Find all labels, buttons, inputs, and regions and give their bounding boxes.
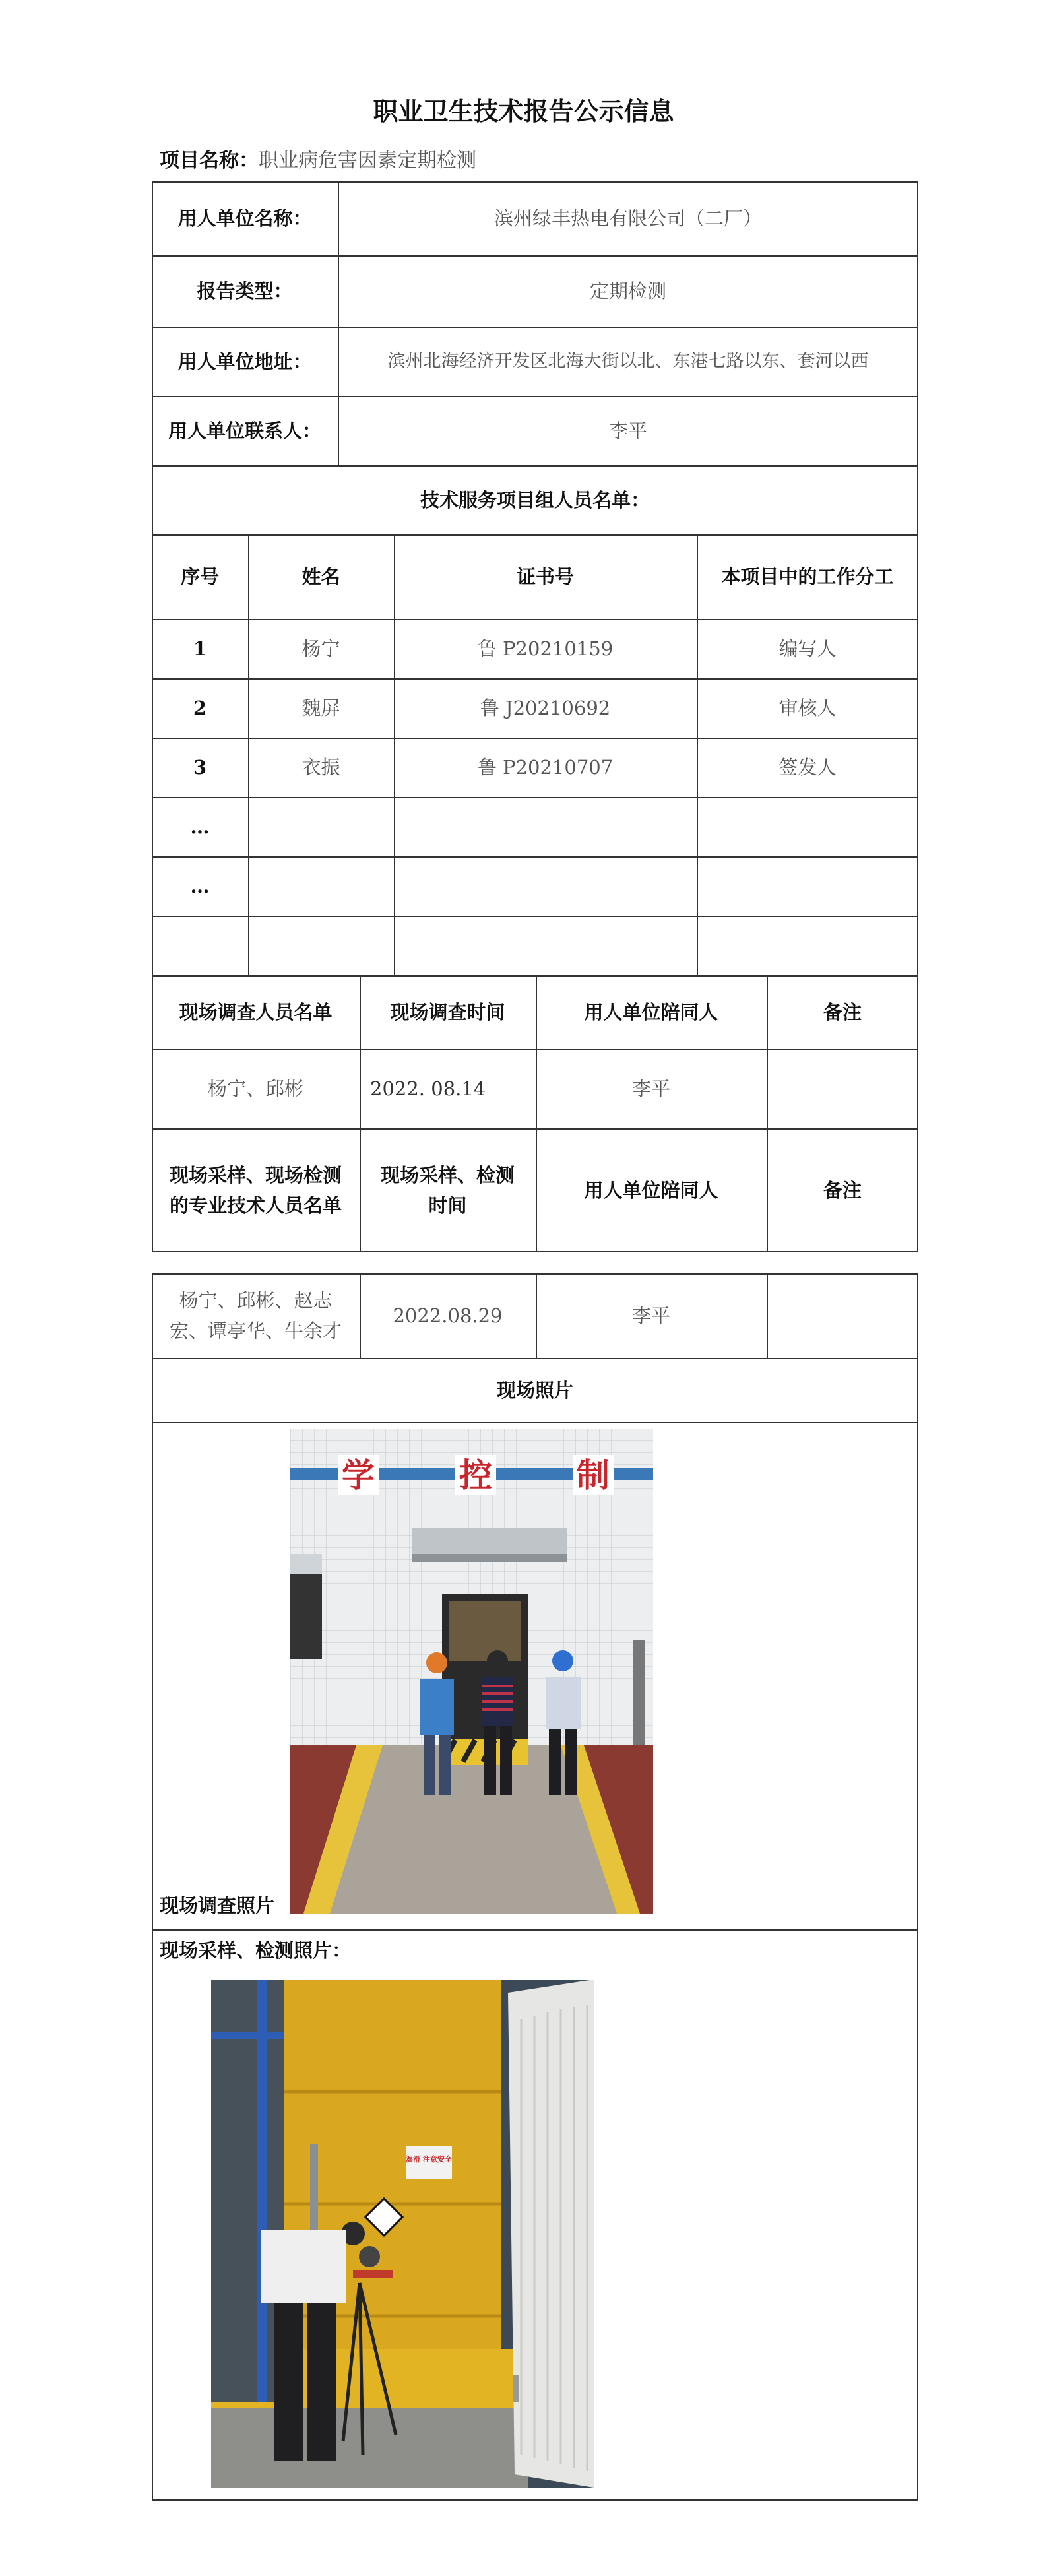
sampling-escort: 李平 xyxy=(631,1304,670,1327)
survey-time: 2022. 08.14 xyxy=(370,1078,486,1100)
sampling-staff: 杨宁、邱彬、赵志宏、谭亭华、牛余才 xyxy=(169,1289,342,1342)
team-row-index: 3 xyxy=(193,756,207,779)
survey-header-remark: 备注 xyxy=(823,1001,862,1023)
team-header-index: 序号 xyxy=(180,565,219,588)
sign-char: 控 xyxy=(459,1456,492,1495)
team-row-role: 审核人 xyxy=(778,697,837,719)
sampling-photo xyxy=(211,1980,594,2488)
unit-address-value: 滨州北海经济开发区北海大街以北、东港七路以东、套河以西 xyxy=(387,350,869,371)
survey-header-staff: 现场调查人员名单 xyxy=(179,1001,333,1023)
unit-name-label: 用人单位名称： xyxy=(177,207,312,230)
team-header-role: 本项目中的工作分工 xyxy=(721,565,894,588)
sampling-caption: 现场采样、检测照片： xyxy=(160,1939,352,1962)
survey-escort: 李平 xyxy=(631,1078,670,1100)
team-row-cert: 鲁 P20210159 xyxy=(477,637,614,660)
team-row-name: 衣振 xyxy=(301,756,340,779)
team-row-role: 签发人 xyxy=(778,756,837,779)
team-row-name: 杨宁 xyxy=(301,637,340,660)
team-header-cert: 证书号 xyxy=(516,565,574,588)
project-name-label: 项目名称： xyxy=(160,149,259,172)
team-row-name: 魏屏 xyxy=(301,697,340,719)
survey-header-escort: 用人单位陪同人 xyxy=(584,1001,718,1023)
site-survey-caption: 现场调查照片 xyxy=(160,1894,275,1917)
team-row-cert: 鲁 J20210692 xyxy=(480,697,611,719)
sampling-header-staff: 现场采样、现场检测的专业技术人员名单 xyxy=(169,1164,342,1217)
team-header-name: 姓名 xyxy=(301,565,340,588)
unit-contact-label: 用人单位联系人： xyxy=(168,419,321,442)
unit-contact-value: 李平 xyxy=(608,419,647,442)
team-row-index: … xyxy=(190,875,210,897)
report-type-label: 报告类型： xyxy=(197,280,293,302)
page-title: 职业卫生技术报告公示信息 xyxy=(373,96,674,126)
team-row-index: 2 xyxy=(193,697,207,719)
unit-name-value: 滨州绿丰热电有限公司（二厂） xyxy=(493,207,762,230)
survey-staff: 杨宁、邱彬 xyxy=(207,1078,303,1100)
team-heading: 技术服务项目组人员名单： xyxy=(420,488,650,511)
project-name-value: 职业病危害因素定期检测 xyxy=(259,149,476,172)
sampling-time: 2022.08.29 xyxy=(393,1304,503,1327)
site-survey-photo xyxy=(290,1429,653,1914)
survey-header-time: 现场调查时间 xyxy=(390,1001,505,1023)
team-row-index: 1 xyxy=(193,637,207,660)
unit-address-label: 用人单位地址： xyxy=(177,350,312,373)
warning-sign-text: 湿滑 注意安全 xyxy=(406,2155,452,2164)
photos-heading: 现场照片 xyxy=(496,1378,573,1401)
team-row-cert: 鲁 P20210707 xyxy=(477,756,614,779)
team-row-index: … xyxy=(190,816,210,838)
sign-char: 制 xyxy=(577,1456,610,1495)
project-name xyxy=(160,144,476,173)
sampling-header-remark: 备注 xyxy=(823,1179,862,1202)
report-type-value: 定期检测 xyxy=(589,280,666,302)
sampling-header-time: 现场采样、检测时间 xyxy=(380,1164,515,1217)
sampling-header-escort: 用人单位陪同人 xyxy=(584,1179,718,1202)
team-row-role: 编写人 xyxy=(778,637,837,660)
sign-char: 学 xyxy=(342,1456,375,1495)
